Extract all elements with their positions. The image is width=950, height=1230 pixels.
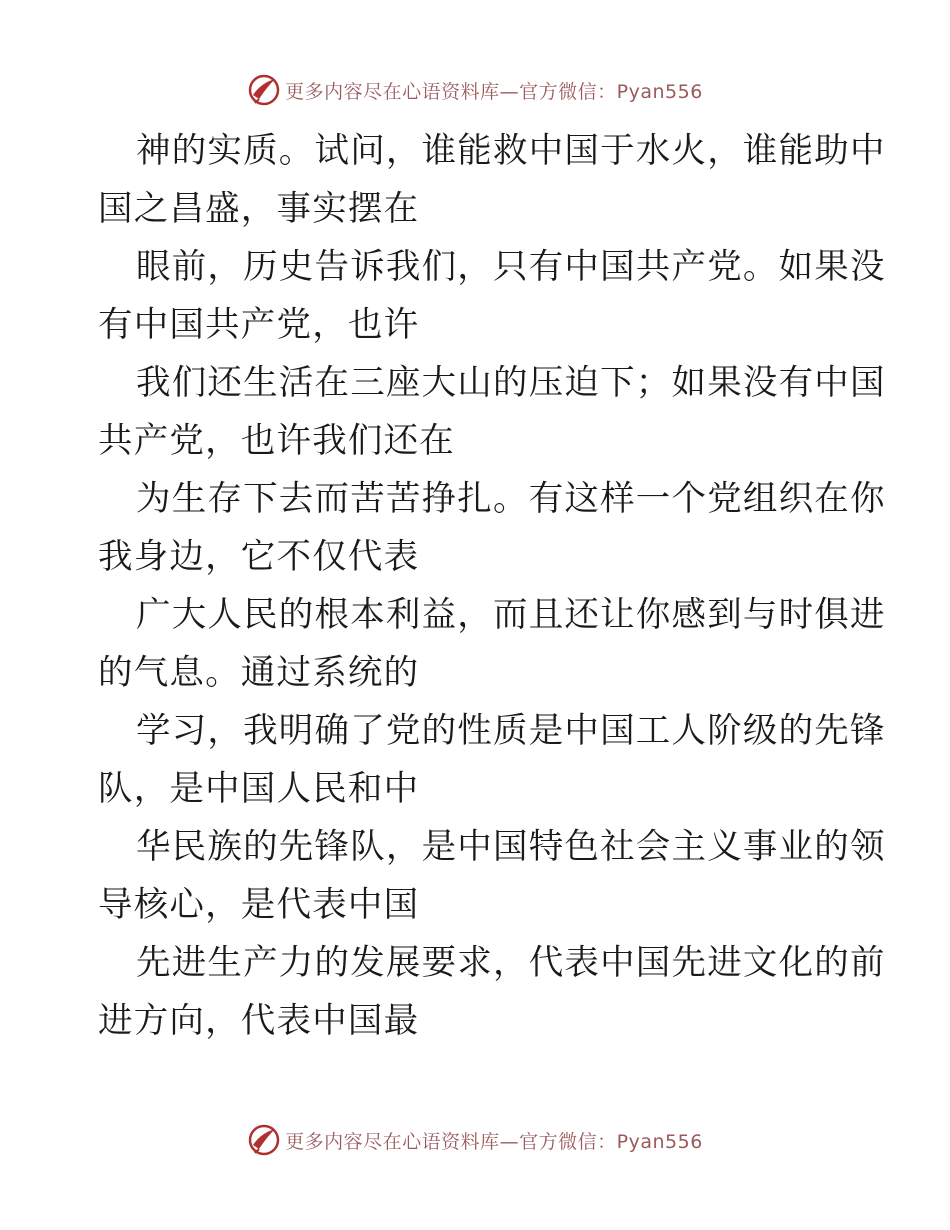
text-line: 我们还生活在三座大山的压迫下；如果没有中国 xyxy=(136,363,886,403)
header-watermark-banner xyxy=(0,70,950,110)
text-line: 广大人民的根本利益，而且还让你感到与时俱进 xyxy=(136,595,886,635)
text-line: 华民族的先锋队，是中国特色社会主义事业的领 xyxy=(136,827,886,867)
text-line: 神的实质。试问，谁能救中国于水火，谁能助中 xyxy=(136,131,886,171)
text-line: 队，是中国人民和中 xyxy=(98,769,420,809)
text-line: 为生存下去而苦苦挣扎。有这样一个党组织在你 xyxy=(136,479,886,519)
pen-logo-icon xyxy=(247,1123,281,1157)
text-line: 有中国共产党，也许 xyxy=(98,305,420,345)
footer-watermark-banner xyxy=(0,1120,950,1160)
text-line: 我身边，它不仅代表 xyxy=(98,537,420,577)
text-line: 的气息。通过系统的 xyxy=(98,653,420,693)
text-line: 眼前，历史告诉我们，只有中国共产党。如果没 xyxy=(136,247,886,287)
document-body xyxy=(98,122,886,1050)
header-watermark-text: 更多内容尽在心语资料库—官方微信：Pyan556 xyxy=(285,80,703,103)
text-line: 导核心，是代表中国 xyxy=(98,885,420,925)
text-line: 先进生产力的发展要求，代表中国先进文化的前 xyxy=(136,943,886,983)
text-line: 进方向，代表中国最 xyxy=(98,1001,420,1041)
text-line: 国之昌盛，事实摆在 xyxy=(98,189,420,229)
pen-logo-icon xyxy=(247,73,281,107)
text-line: 共产党，也许我们还在 xyxy=(98,421,455,461)
footer-watermark-text: 更多内容尽在心语资料库—官方微信：Pyan556 xyxy=(285,1130,703,1153)
text-line: 学习，我明确了党的性质是中国工人阶级的先锋 xyxy=(136,711,886,751)
